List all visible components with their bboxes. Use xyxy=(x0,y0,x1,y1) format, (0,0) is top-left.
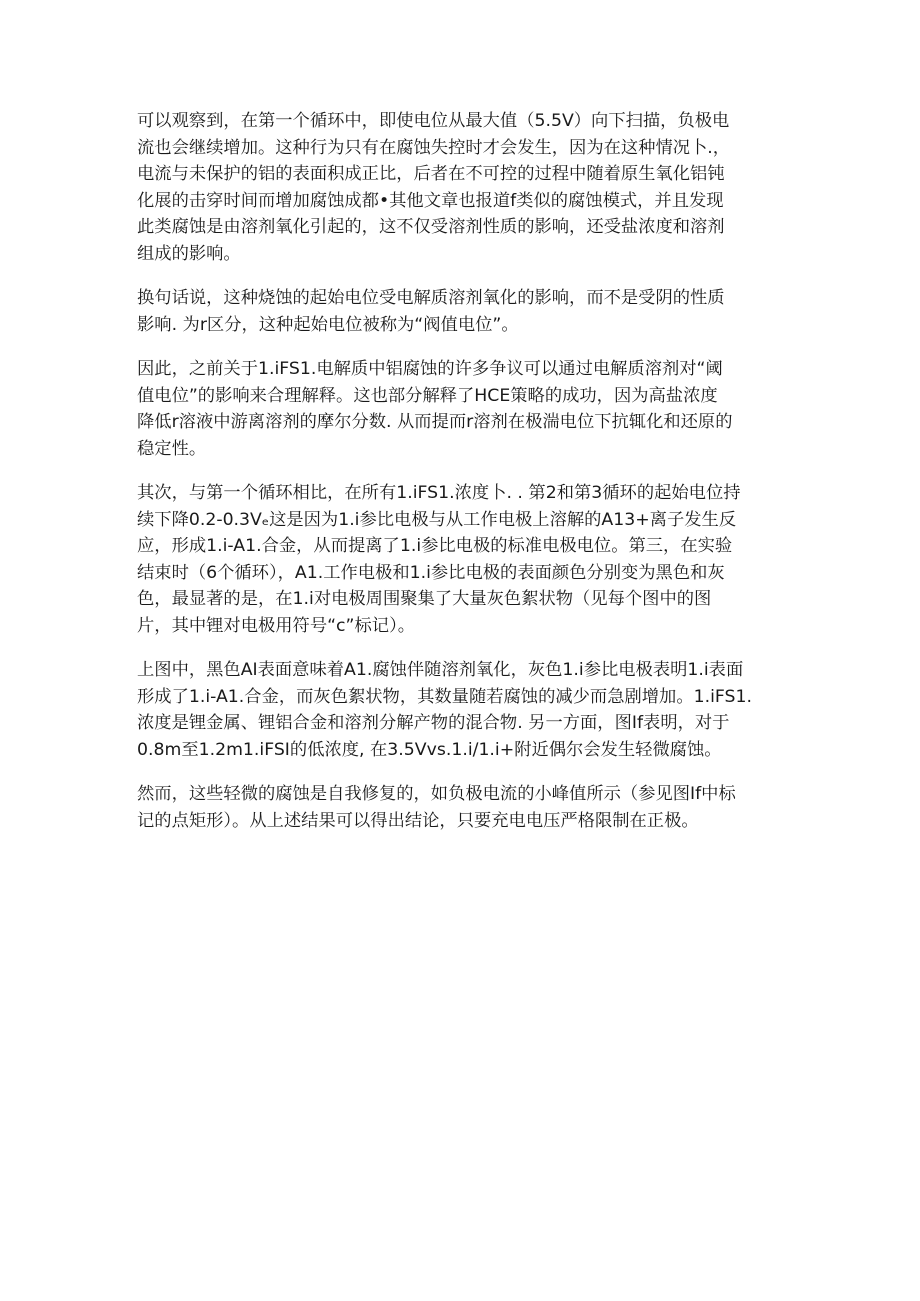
text-line: 流也会继续增加。这种行为只有在腐蚀失控时才会发生，因为在这种情况卜.， xyxy=(137,137,731,158)
text-line: 片，其中锂对电极用符号“c”标记）。 xyxy=(137,615,415,636)
text-line: 色，最显著的是，在1.i对电极周围聚集了大量灰色絮状物（见每个图中的图 xyxy=(137,589,712,609)
text-line: 影响. 为r区分，这种起始电位被称为“阀值电位”。 xyxy=(137,314,519,335)
paragraph-5 xyxy=(137,657,785,763)
text-line: 降低r溶液中游离溶剂的摩尔分数. 从而提而r溶剂在极湍电位下抗辄化和还原的 xyxy=(137,412,733,432)
text-line: 稳定性。 xyxy=(137,438,207,459)
paragraph-4 xyxy=(137,480,785,639)
paragraph-2 xyxy=(137,285,785,338)
text-line: 上图中，黑色AI表面意味着A1.腐蚀伴随溶剂氧化，灰色1.i参比电极表明1.i表面 xyxy=(137,660,744,680)
text-line: 因此，之前关于1.iFS1.电解质中铝腐蚀的许多争议可以通过电解质溶剂对“阈 xyxy=(137,359,723,379)
text-line: 组成的影响。 xyxy=(137,243,241,264)
text-line: 电流与未保护的铝的表面积成正比，后者在不可控的过程中随着原生氧化铝钝 xyxy=(137,164,725,184)
text-line: 0.8m至1.2m1.iFSI的低浓度, 在3.5Vvs.1.i∕1.i+附近偶尔会发生轻微腐蚀。 xyxy=(137,739,722,760)
text-line: 续下降0.2-0.3Vₑ这是因为1.i参比电极与从工作电极上溶解的A13+离子发生反 xyxy=(137,509,737,530)
text-line: 其次，与第一个循环相比，在所有1.iFS1.浓度卜. . 第2和第3循环的起始电位持 xyxy=(137,483,741,503)
text-line: 换句话说，这种烧蚀的起始电位受电解质溶剂氧化的影响，而不是受阴的性质 xyxy=(137,288,725,308)
paragraph-1 xyxy=(137,108,785,267)
text-line: 值电位”的影响来合理解释。这也部分解释了HCE策略的成功，因为高盐浓度 xyxy=(137,385,718,406)
text-line: 浓度是锂金属、锂铝合金和溶剂分解产物的混合物. 另一方面，图If表明，对于 xyxy=(137,713,730,733)
text-line: 结束时（6个循环），A1.工作电极和1.i参比电极的表面颜色分别变为黑色和灰 xyxy=(137,562,725,583)
text-line: 可以观察到，在第一个循环中，即使电位从最大值（5.5V）向下扫描，负极电 xyxy=(137,111,730,131)
document-body xyxy=(137,108,785,852)
text-line: 形成了1.i-A1.合金，而灰色絮状物，其数量随若腐蚀的减少而急剧增加。1.iFS1. xyxy=(137,686,752,707)
text-line: 应，形成1.i-A1.合金，从而提离了1.i参比电极的标准电极电位。第三，在实验 xyxy=(137,536,733,556)
paragraph-6 xyxy=(137,781,785,834)
text-line: 记的点矩形）。从上述结果可以得出结论，只要充电电压严格限制在正极。 xyxy=(137,810,699,831)
text-line: 然而，这些轻微的腐蚀是自我修复的，如负极电流的小峰值所示（参见图If中标 xyxy=(137,784,736,804)
paragraph-3 xyxy=(137,356,785,462)
text-line: 此类腐蚀是由溶剂氧化引起的，这不仅受溶剂性质的影响，还受盐浓度和溶剂 xyxy=(137,217,725,237)
text-line: 化展的击穿时间而增加腐蚀成都•其他文章也报道f类似的腐蚀模式，并且发现 xyxy=(137,190,724,211)
